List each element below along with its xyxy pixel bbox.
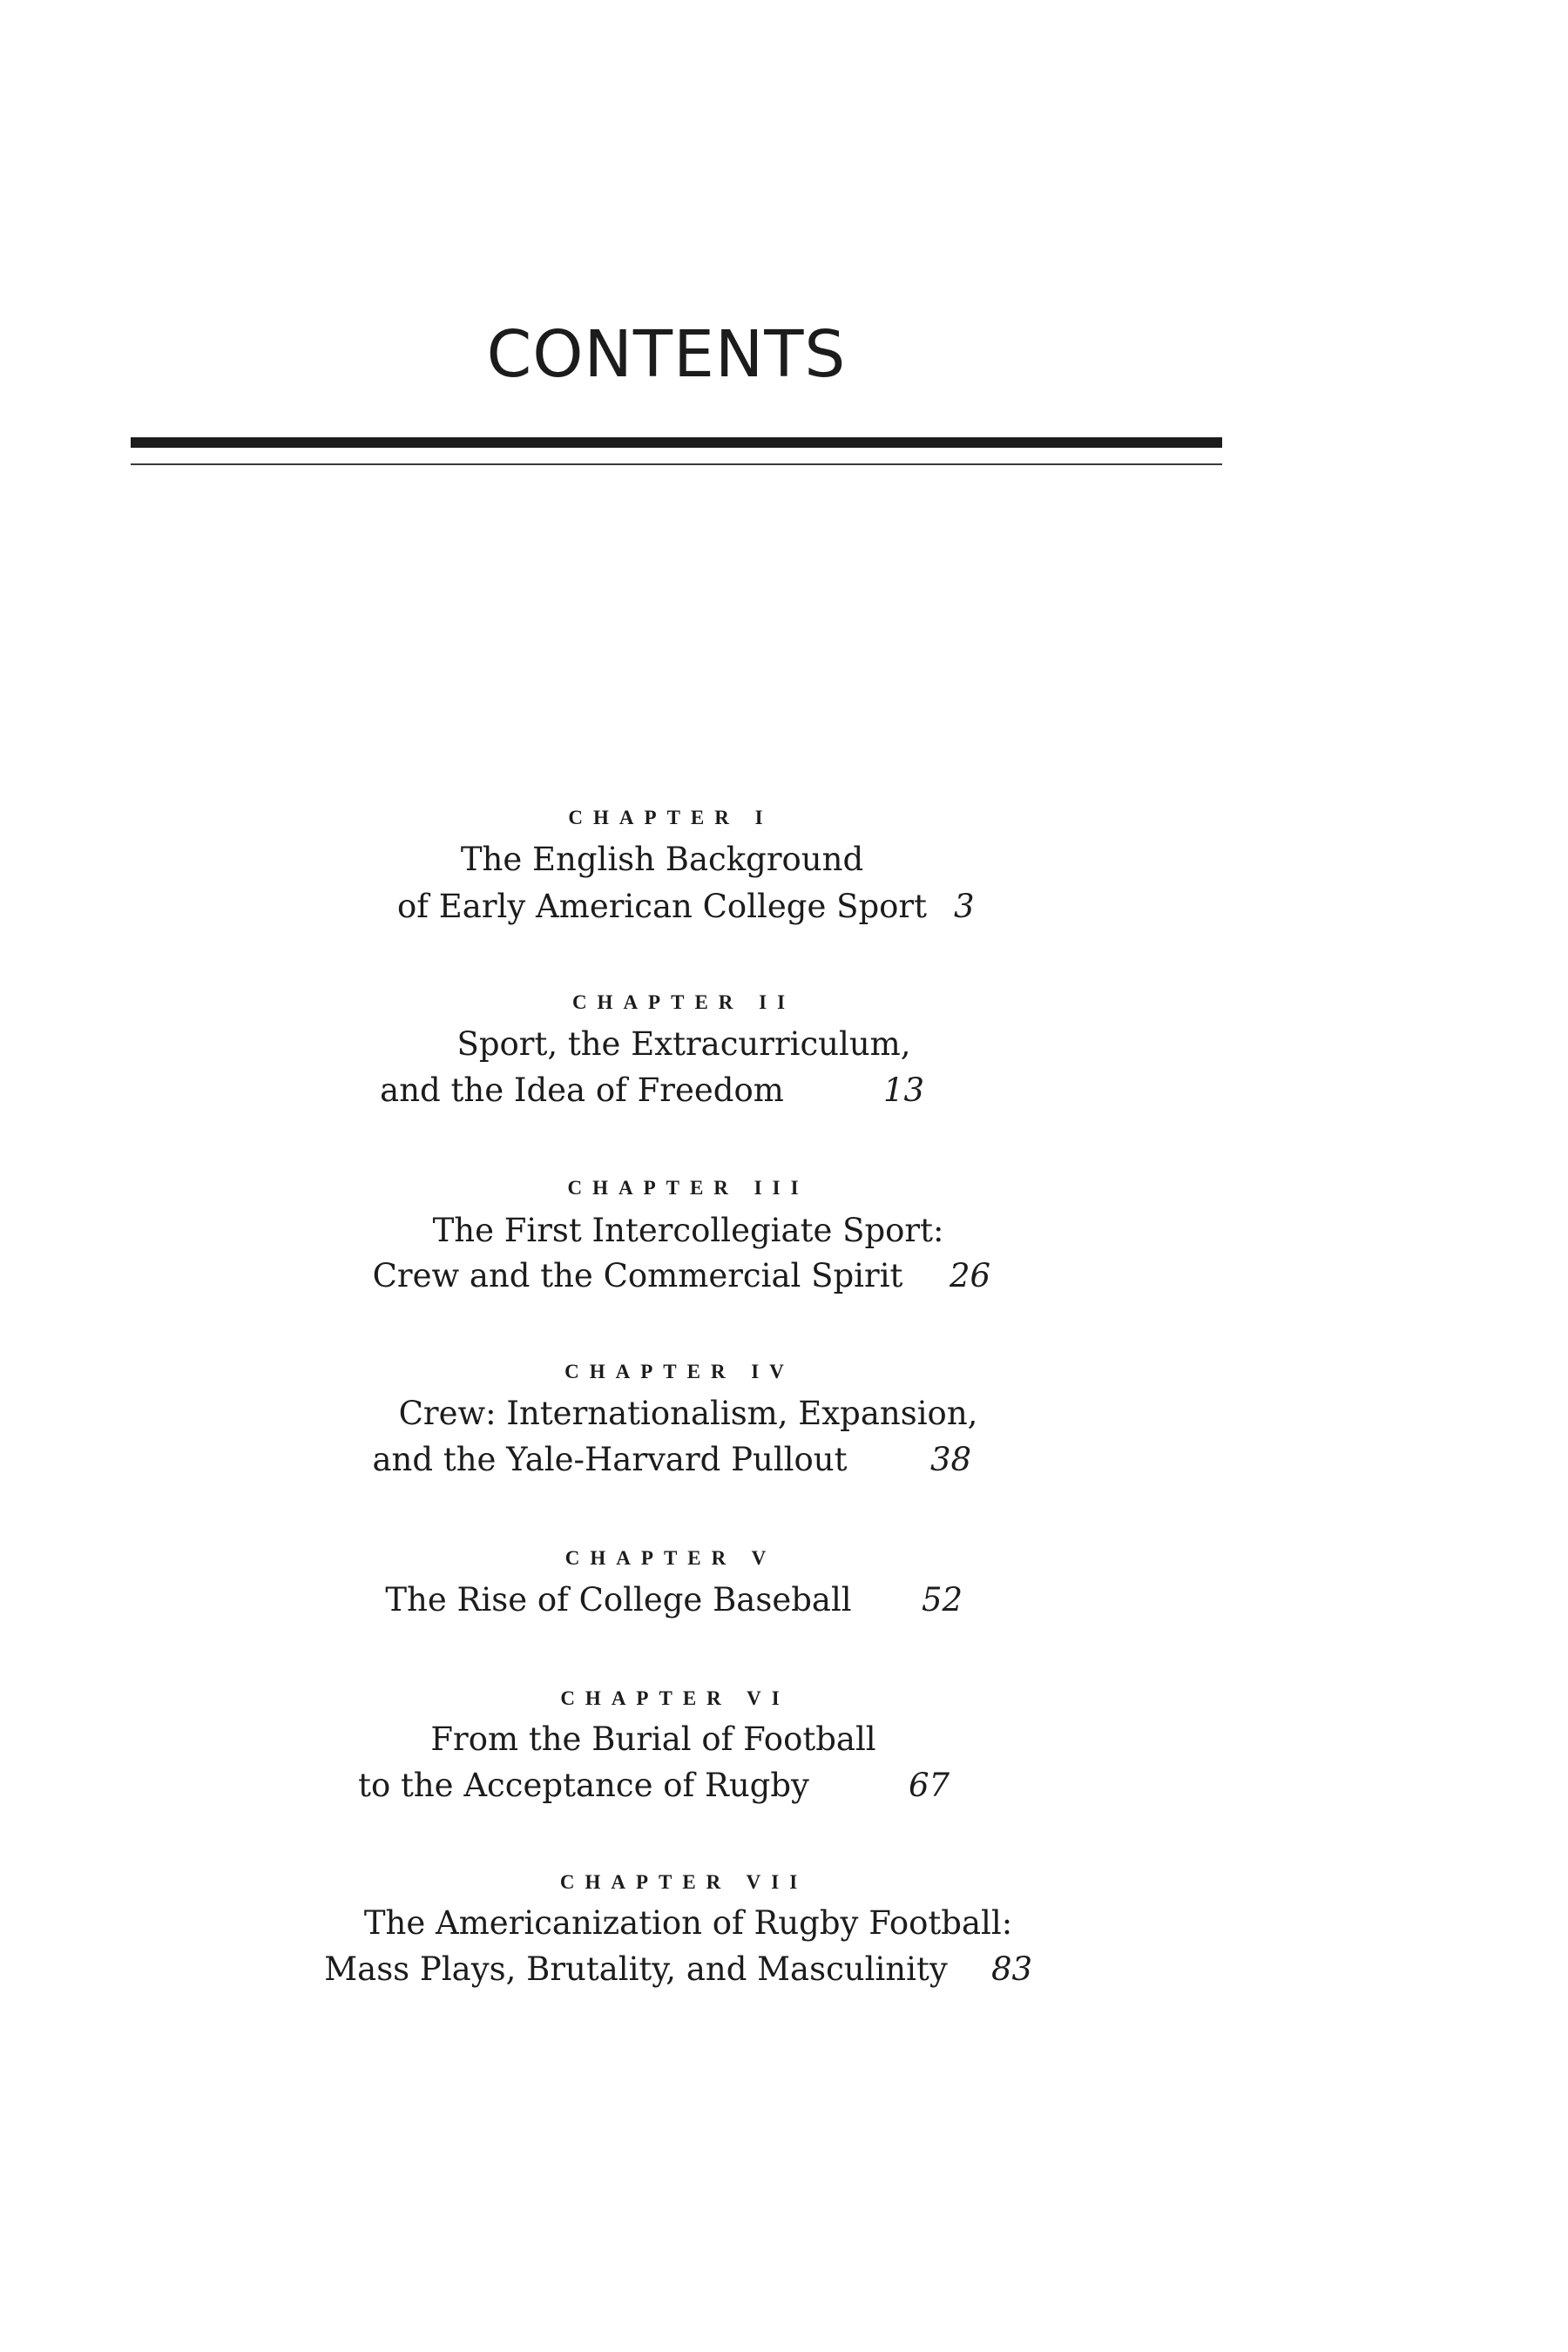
page-title: CONTENTS: [486, 317, 847, 392]
chapter-title-line: Mass Plays, Brutality, and Masculinity: [324, 1950, 948, 1988]
page-number: 67: [909, 1767, 950, 1804]
chapter-label: CHAPTER V: [564, 1547, 777, 1569]
chapter-label: CHAPTER III: [567, 1177, 809, 1199]
page-number: 38: [930, 1441, 972, 1478]
chapter-title-line: Crew: Internationalism, Expansion,: [398, 1395, 978, 1432]
chapter-title-line: The First Intercollegiate Sport:: [432, 1212, 944, 1249]
chapter-title-line: Crew and the Commercial Spirit: [372, 1257, 903, 1294]
page-number: 26: [950, 1257, 991, 1294]
chapter-title-line: The English Background: [460, 841, 864, 878]
chapter-title-line: Sport, the Extracurriculum,: [456, 1025, 911, 1063]
page-number: 13: [883, 1071, 925, 1109]
chapter-label: CHAPTER I: [568, 807, 774, 828]
page-number: 52: [922, 1581, 963, 1619]
chapter-title-line: of Early American College Sport: [397, 888, 927, 925]
chapter-title-line: and the Idea of Freedom: [380, 1071, 784, 1109]
chapter-title-line: The Rise of College Baseball: [385, 1581, 852, 1619]
page-number: 83: [991, 1950, 1033, 1988]
chapter-title-line: and the Yale-Harvard Pullout: [372, 1441, 848, 1478]
chapter-label: CHAPTER IV: [564, 1361, 794, 1382]
chapter-label: CHAPTER VII: [559, 1871, 808, 1893]
chapter-label: CHAPTER II: [571, 991, 796, 1013]
chapter-label: CHAPTER VI: [560, 1687, 790, 1709]
page-number: 3: [954, 888, 975, 925]
chapter-title-line: to the Acceptance of Rugby: [358, 1767, 809, 1804]
chapter-title-line: The Americanization of Rugby Football:: [363, 1904, 1013, 1942]
chapter-title-line: From the Burial of Football: [430, 1720, 876, 1758]
